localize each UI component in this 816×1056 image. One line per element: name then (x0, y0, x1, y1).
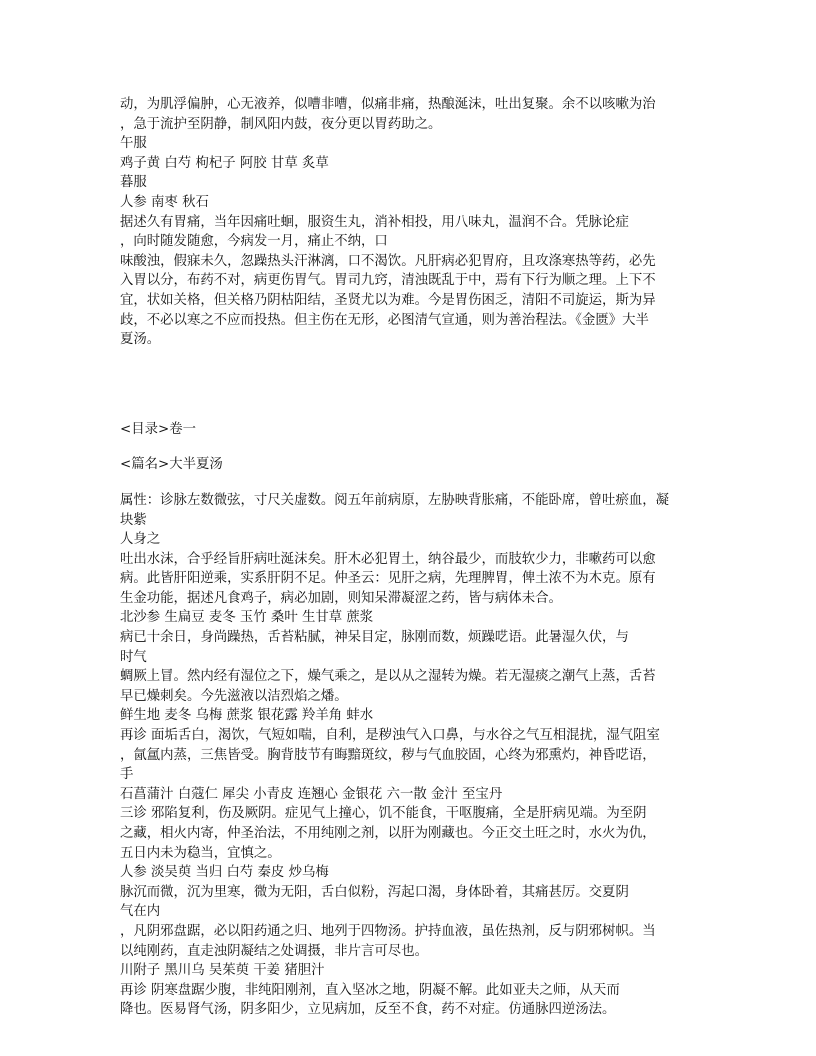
text-line: 时气 (120, 649, 147, 665)
text-line: 手 (120, 767, 134, 783)
text-line: ，向时随发随愈，今病发一月，痛止不纳，口 (120, 234, 388, 250)
text-line: 生金功能，据述凡食鸡子，病必加剧，则知呆滞凝涩之药，皆与病体未合。 (120, 590, 562, 606)
text-line: 人参 淡吴萸 当归 白芍 秦皮 炒乌梅 (120, 865, 329, 881)
text-line: 块紫 (120, 512, 147, 528)
text-line: 歧，不必以寒之不应而投热。但主伤在无形，必图清气宣通，则为善治程法。《金匮》大半 (120, 312, 649, 328)
text-line: 再诊 阴寒盘踞少腹，非纯阳刚剂，直入坚冰之地，阴凝不解。此如亚夫之师，从天而 (120, 982, 620, 998)
text-line: 之藏，相火内寄，仲圣治法，不用纯刚之剂，以肝为刚藏也。今正交土旺之时，水火为仇， (120, 826, 656, 841)
text-line: 鲜生地 麦冬 乌梅 蔗浆 银花露 羚羊角 蚌水 (120, 708, 374, 724)
text-line: 脉沉而微，沉为里寒，微为无阳，舌白似粉，泻起口渴，身体卧着，其痛甚厉。交夏阴 (120, 884, 629, 900)
text-line: 再诊 面垢舌白，渴饮，气短如喘，自利，是秽浊气入口鼻，与水谷之气互相混扰，湿气阻室 (120, 728, 660, 744)
text-line: 属性：诊脉左数微弦，寸尺关虚数。阅五年前病原，左胁映背胀痛，不能卧席，曾吐瘀血，凝 (120, 492, 670, 508)
text-line: 吐出水沫，合乎经旨肝病吐涎沫矣。肝木必犯胃土，纳谷最少，而肢软少力，非嗽药可以愈 (120, 551, 656, 567)
text-line: ，凡阴邪盘踞，必以阳药通之归、地列于四物汤。护持血液，虽佐热剂，反与阴邪树帜。当 (120, 923, 656, 939)
text-line: 人身之 (120, 532, 161, 548)
section-a (120, 95, 690, 350)
text-line: 夏汤。 (120, 332, 161, 348)
chapter-title: <篇名>大半夏汤 (120, 457, 223, 473)
text-line: 入胃以分，布药不对，病更伤胃气。胃司九窍，清浊既乱于中，焉有下行为顺之理。上下不 (120, 273, 656, 289)
text-line: 宜，状如关格，但关格乃阴枯阳结，圣贤尤以为难。今是胃伤困乏，清阳不司旋运，斯为异 (120, 292, 656, 308)
text-line: 北沙参 生扁豆 麦冬 玉竹 桑叶 生甘草 蔗浆 (120, 610, 374, 626)
text-line: 病已十余日，身尚躁热，舌苔粘腻，神呆目定，脉刚而数，烦躁呓语。此暑湿久伏，与 (120, 630, 629, 646)
text-line: 病。此皆肝阳逆乘，实系肝阴不足。仲圣云：见肝之病，先理脾胃，俾土浓不为木克。原有 (120, 571, 656, 587)
text-line: 以纯刚药，直走浊阴凝结之处调摄，非片言可尽也。 (120, 943, 428, 959)
text-line: 午服 (120, 136, 147, 152)
text-line: 鸡子黄 白芍 枸杞子 阿胶 甘草 炙草 (120, 155, 329, 171)
text-line: 早已燥刺矣。今先滋液以洁烈焰之燔。 (120, 688, 348, 704)
text-line: 暮服 (120, 175, 147, 191)
text-line: 石菖蒲汁 白蔻仁 犀尖 小青皮 连翘心 金银花 六一散 金汁 至宝丹 (120, 786, 503, 802)
text-line: 降也。医易肾气汤，阴多阳少，立见病加，反至不食，药不对症。仿通脉四逆汤法。 (120, 1002, 616, 1018)
text-line: ，急于流护至阴静，制风阳内鼓，夜分更以胃药助之。 (120, 116, 442, 132)
text-line: ，氤氲内蒸，三焦皆受。胸背肢节有晦黯斑纹，秽与气血胶固，心终为邪熏灼，神昏呓语， (120, 747, 656, 763)
document-page (120, 95, 690, 1020)
text-line: 川附子 黑川乌 吴茱萸 干姜 猪胆汁 (120, 963, 325, 979)
text-line: 五日内未为稳当，宜慎之。 (120, 845, 281, 861)
text-line: 人参 南枣 秋石 (120, 194, 209, 210)
toc-heading: <目录>卷一 (120, 421, 197, 437)
text-line: 据述久有胃痛，当年因痛吐蛔，服资生丸，消补相投，用八味丸，温润不合。凭脉论症 (120, 214, 629, 230)
text-line: 动，为肌浮偏肿，心无液养，似嘈非嘈，似痛非痛，热酿涎沫，吐出复聚。余不以咳嗽为治 (120, 97, 656, 112)
text-line: 蜩厥上冒。然内经有湿位之下，燥气乘之，是以从之湿转为燥。若无湿痰之潮气上蒸，舌苔 (120, 669, 656, 685)
text-line: 味酸浊，假寐未久，忽躁热头汗淋漓，口不渴饮。凡肝病必犯胃府，且攻涤寒热等药，必先 (120, 253, 656, 269)
text-line: 气在内 (120, 904, 161, 920)
text-line: 三诊 邪陷复利，伤及厥阴。症见气上撞心，饥不能食，干呕腹痛，全是肝病见端。为至阴 (120, 806, 647, 822)
section-b (120, 491, 690, 1020)
